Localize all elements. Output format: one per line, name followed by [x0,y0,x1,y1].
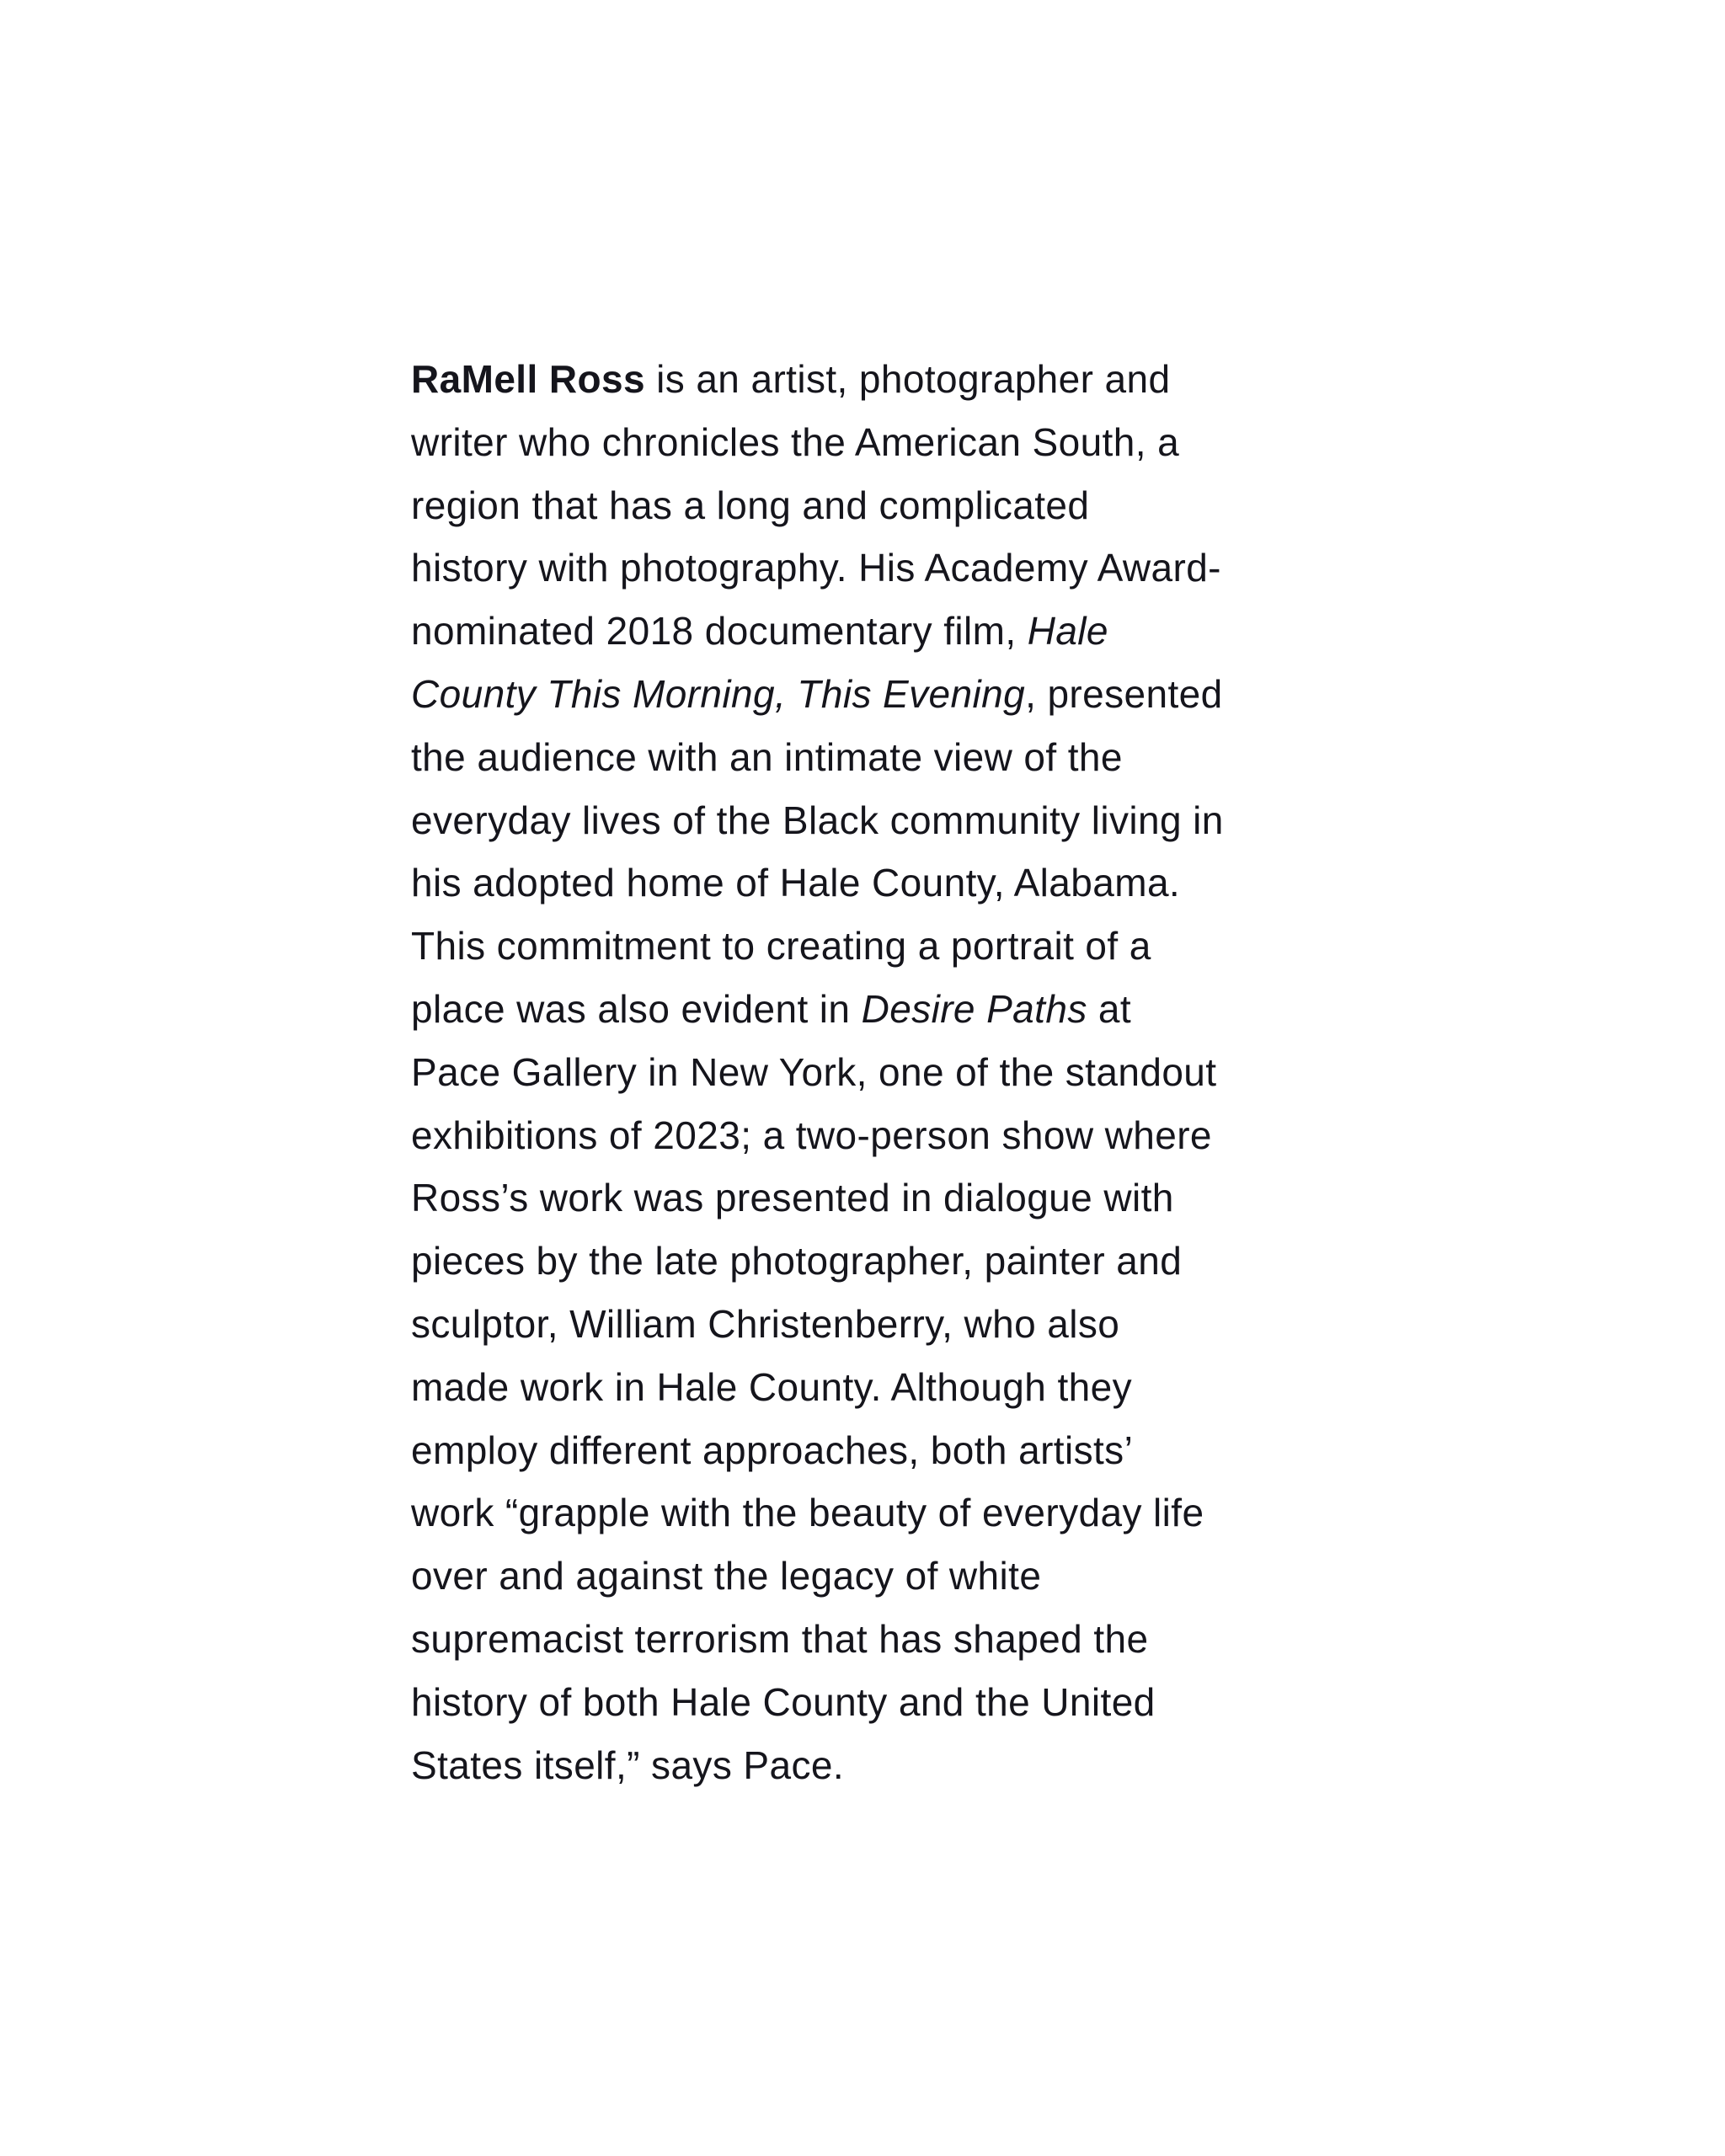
paragraph-line [411,1293,1338,1356]
paragraph-line [411,851,1338,915]
paragraph-line [411,411,1338,474]
paragraph-line [411,1041,1338,1104]
paragraph-line [411,726,1338,789]
text-segment: at [1087,986,1132,1031]
paragraph-line [411,536,1338,600]
text-segment: place was also evident in [411,986,862,1031]
paragraph-line [411,1230,1338,1293]
text-segment: over and against the legacy of white [411,1554,1042,1598]
text-segment: is an artist, photographer and [644,357,1171,401]
text-segment: nominated 2018 documentary film, [411,609,1028,654]
italic-text: Hale [1027,609,1108,654]
paragraph-line [411,1671,1338,1734]
text-segment: history of both Hale County and the United [411,1679,1156,1724]
paragraph-line [411,978,1338,1041]
text-segment: Pace Gallery in New York, one of the standout [411,1049,1217,1094]
text-segment: exhibitions of 2023; a two-person show where [411,1113,1212,1157]
paragraph-line [411,1419,1338,1482]
paragraph-line [411,915,1338,978]
text-segment: Ross’s work was presented in dialogue with [411,1176,1174,1220]
paragraph-line [411,1734,1338,1797]
paragraph-line [411,1104,1338,1167]
text-segment: everyday lives of the Black community living in [411,798,1224,842]
bold-text: RaMell Ross [411,357,645,401]
paragraph-line [411,1481,1338,1545]
paragraph-line [411,1166,1338,1230]
text-segment: made work in Hale County. Although they [411,1364,1132,1409]
text-segment: region that has a long and complicated [411,483,1090,527]
paragraph-line [411,1608,1338,1671]
text-segment: , presented [1025,671,1223,716]
text-segment: history with photography. His Academy Award- [411,546,1221,590]
text-segment: sculptor, William Christenberry, who also [411,1301,1120,1346]
paragraph-line [411,1356,1338,1419]
text-segment: supremacist terrorism that has shaped the [411,1616,1149,1661]
text-segment: work “grapple with the beauty of everyday life [411,1491,1204,1535]
text-segment: the audience with an intimate view of the [411,734,1123,779]
article-paragraph [411,348,1338,1796]
text-segment: States itself,” says Pace. [411,1742,845,1787]
text-segment: employ different approaches, both artists’ [411,1428,1134,1472]
text-segment: pieces by the late photographer, painter and [411,1239,1183,1283]
text-segment: writer who chronicles the American South, a [411,419,1180,464]
italic-text: Desire Paths [861,986,1087,1031]
italic-text: County This Morning, This Evening [411,671,1026,716]
paragraph-line [411,600,1338,663]
paragraph-line [411,474,1338,537]
paragraph-line [411,1545,1338,1608]
paragraph-line [411,663,1338,726]
paragraph-line [411,348,1338,411]
paragraph-line [411,789,1338,852]
text-segment: This commitment to creating a portrait of a [411,924,1151,969]
text-segment: his adopted home of Hale County, Alabama. [411,861,1181,905]
